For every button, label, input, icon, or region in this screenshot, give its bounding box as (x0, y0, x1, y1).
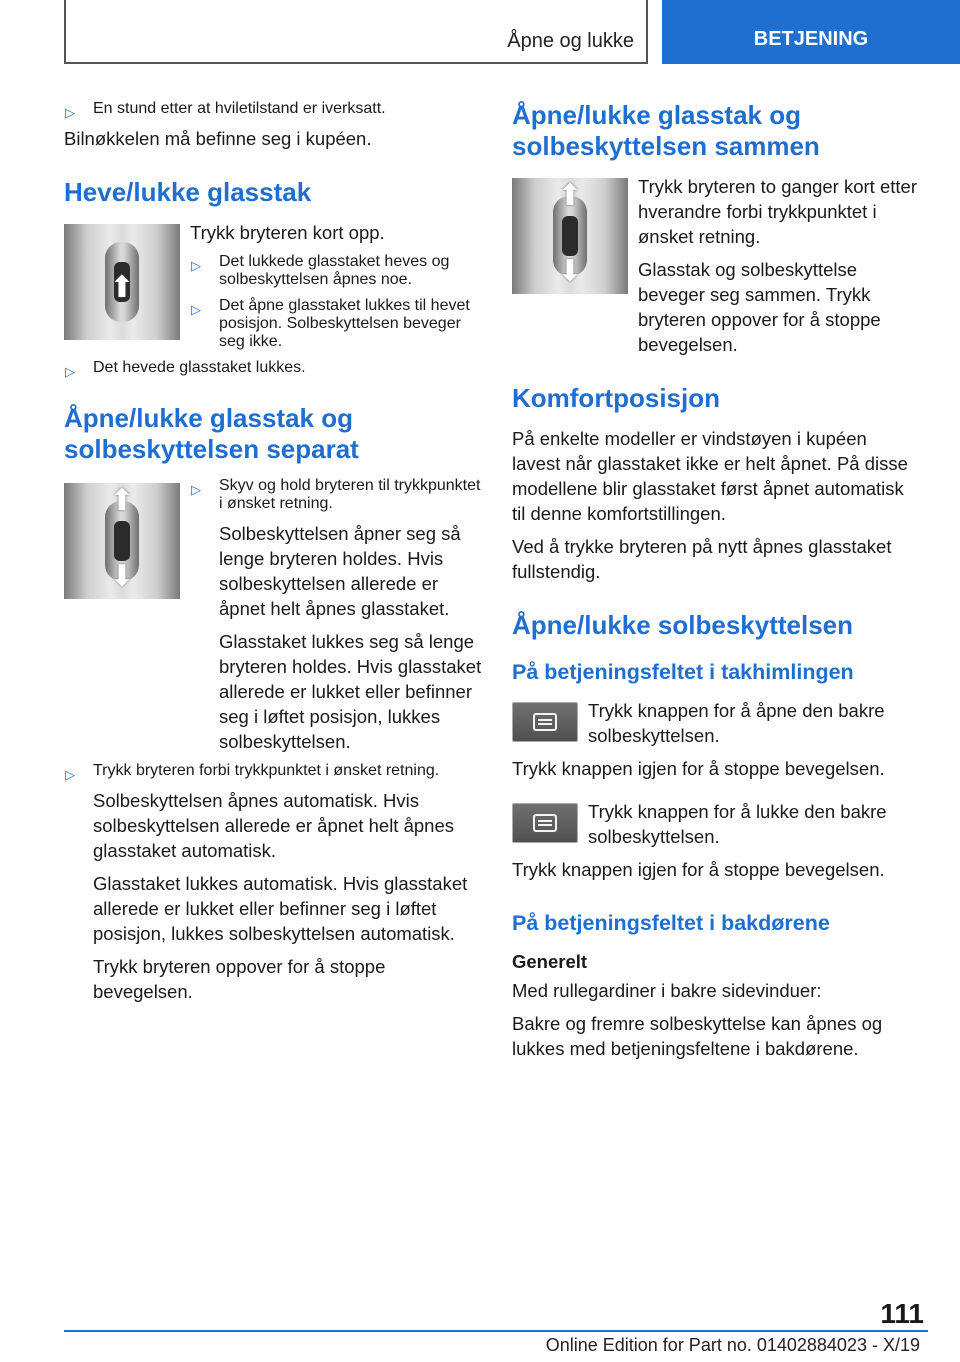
subsection-heading: På betjeningsfeltet i bakdørene (512, 911, 830, 935)
paragraph: Bilnøkkelen må befinne seg i kupéen. (64, 128, 372, 149)
sunshade-close-button-image (512, 803, 578, 843)
footer-divider (64, 1330, 928, 1332)
edition-text: Online Edition for Part no. 01402884023 - X/19 (545, 1335, 920, 1355)
left-column (64, 100, 482, 1012)
bullet-triangle-icon: ▷ (191, 258, 201, 273)
paragraph: Trykk bryteren kort opp. (190, 222, 385, 243)
subsection-heading: På betjeningsfeltet i takhimlingen (512, 660, 854, 684)
figure-row (512, 799, 918, 849)
sunshade-icon (533, 814, 557, 832)
list-item: ▷ Trykk bryteren forbi trykkpunktet i ønsket retning. (65, 762, 440, 782)
paragraph: Glasstak og solbeskyttelse beveger seg sammen. Trykk bryteren oppover for å stoppe bevegelsen. (638, 259, 881, 355)
list-item: ▷ Det lukkede glasstaket heves og solbeskyttelsen åpnes noe. (191, 253, 450, 288)
bullet-triangle-icon: ▷ (65, 767, 75, 782)
paragraph: På enkelte modeller er vindstøyen i kupéen lavest når glasstaket ikke er helt åpnet. På disse modellene blir glasstaket først åpnet automatisk til denne komfortstillingen. (512, 428, 908, 524)
figure-row (512, 174, 918, 288)
paragraph: Trykk knappen igjen for å stoppe bevegelsen. (512, 859, 885, 880)
bullet-triangle-icon: ▷ (191, 302, 201, 317)
paragraph: Trykk bryteren oppover for å stoppe bevegelsen. (93, 956, 386, 1002)
bullet-triangle-icon: ▷ (191, 482, 201, 497)
figure-row (64, 220, 482, 351)
section-heading: Åpne/lukke glasstak og solbeskyttelsen sammen (512, 100, 820, 161)
sunshade-open-button-image (512, 702, 578, 742)
list-item: ▷ En stund etter at hviletilstand er iverksatt. (65, 100, 386, 120)
switch-up-image: ⬆ (64, 224, 180, 340)
minor-heading: Generelt (512, 951, 588, 972)
sunshade-icon (533, 713, 557, 731)
list-item: ▷ Det hevede glasstaket lukkes. (65, 359, 306, 379)
section-heading: Komfortposisjon (512, 383, 720, 413)
paragraph: Bakre og fremre solbeskyttelse kan åpnes og lukkes med betjeningsfeltene i bakdørene. (512, 1013, 883, 1059)
paragraph: Solbeskyttelsen åpner seg så lenge bryteren holdes. Hvis solbeskyttelsen allerede er åpnet helt åpnes glasstaket. (219, 523, 461, 619)
bullet-triangle-icon: ▷ (65, 364, 75, 379)
section-heading: Heve/lukke glasstak (64, 177, 312, 207)
paragraph: Ved å trykke bryteren på nytt åpnes glasstaket fullstendig. (512, 536, 892, 582)
figure-row (64, 477, 482, 754)
paragraph: Trykk knappen for å lukke den bakre solbeskyttelsen. (588, 801, 887, 847)
figure-row (512, 698, 918, 748)
list-item: ▷ Skyv og hold bryteren til trykkpunktet i ønsket retning. (191, 477, 481, 512)
paragraph: Med rullegardiner i bakre sidevinduer: (512, 980, 822, 1001)
right-column (512, 100, 918, 1069)
section-title: Åpne og lukke (507, 30, 634, 52)
page-number: 111 (880, 1298, 924, 1329)
list-item: ▷ Det åpne glasstaket lukkes til hevet posisjon. Solbeskyttelsen beveger seg ikke. (191, 297, 470, 350)
paragraph: Glasstaket lukkes seg så lenge bryteren holdes. Hvis glasstaket allerede er lukket eller befinner seg i løftet posisjon, lukkes solbeskyttelsen. (219, 631, 482, 752)
chapter-tab: BETJENING (662, 0, 960, 64)
paragraph: Trykk knappen igjen for å stoppe bevegelsen. (512, 758, 885, 779)
bullet-triangle-icon: ▷ (65, 105, 75, 120)
section-heading: Åpne/lukke glasstak og solbeskyttelsen separat (64, 403, 359, 464)
paragraph: Trykk knappen for å åpne den bakre solbeskyttelsen. (588, 700, 885, 746)
switch-updown-image: ⬆ ⬇ (64, 483, 180, 599)
paragraph: Solbeskyttelsen åpnes automatisk. Hvis solbeskyttelsen allerede er åpnet helt åpnes glasstaket automatisk. (93, 790, 454, 861)
paragraph: Trykk bryteren to ganger kort etter hverandre forbi trykkpunktet i ønsket retning. (638, 176, 917, 247)
switch-updown-image: ⬆ ⬇ (512, 178, 628, 294)
paragraph: Glasstaket lukkes automatisk. Hvis glasstaket allerede er lukket eller befinner seg i løftet posisjon, lukkes solbeskyttelsen automatisk. (93, 873, 468, 944)
header-box (64, 0, 648, 64)
section-heading: Åpne/lukke solbeskyttelsen (512, 610, 854, 640)
